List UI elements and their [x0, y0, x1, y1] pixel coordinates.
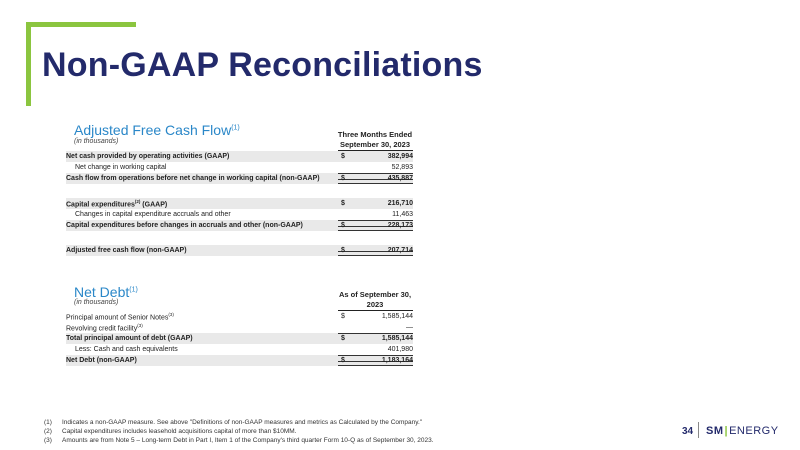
row-currency: $ [341, 313, 345, 320]
logo-bar-icon: | [724, 425, 729, 437]
table-spacer [66, 184, 413, 198]
row-label: Adjusted free cash flow (non-GAAP) [66, 247, 187, 254]
table-row [66, 162, 413, 173]
row-label-text: Capital expenditures [66, 201, 135, 209]
table-row [66, 322, 413, 333]
table-row [66, 209, 413, 220]
row-currency: $ [341, 175, 345, 182]
row-value: 52,893 [391, 164, 413, 171]
row-label: Cash flow from operations before net change in working capital (non-GAAP) [66, 175, 320, 182]
row-currency: $ [341, 222, 345, 229]
row-value: 1,585,144 [381, 313, 413, 320]
row-label: Capital expenditures before changes in accruals and other (non-GAAP) [66, 222, 303, 229]
logo-energy: ENERGY [729, 425, 779, 437]
row-value: — [406, 324, 413, 331]
fcf-title [74, 122, 240, 138]
footnote [44, 427, 434, 436]
logo-sm: SM [706, 425, 724, 437]
row-value: 1,585,144 [381, 335, 413, 342]
row-value: 435,887 [387, 175, 413, 182]
fcf-column-header-line1: Three Months Ended [337, 130, 413, 139]
fcf-title-text: Adjusted Free Cash Flow [74, 122, 232, 138]
fcf-column-header [335, 130, 415, 150]
footnote [44, 436, 434, 445]
net-debt-table [66, 311, 413, 366]
row-label: Changes in capital expenditure accruals and other [75, 211, 231, 218]
row-label-footnote: (3) [137, 322, 143, 328]
table-row [66, 311, 413, 322]
row-label [66, 312, 174, 321]
table-row [66, 333, 413, 344]
table-row [66, 355, 413, 366]
footnote-text: Capital expenditures includes leasehold acquisitions capital of more than $10MM. [62, 428, 297, 435]
net-debt-title-text: Net Debt [74, 284, 130, 300]
row-currency: $ [341, 357, 345, 364]
page-number: 34 [682, 426, 694, 437]
row-label: Net change in working capital [75, 164, 167, 171]
row-label: Total principal amount of debt (GAAP) [66, 335, 193, 342]
fcf-units: (in thousands) [74, 138, 119, 145]
table-row [66, 173, 413, 184]
row-value: 216,710 [387, 200, 413, 207]
fcf-table [66, 151, 413, 256]
row-currency: $ [341, 200, 345, 207]
net-debt-title-footnote: (1) [129, 286, 138, 294]
row-value: 1,183,164 [381, 357, 413, 364]
row-value: 207,714 [387, 247, 413, 254]
row-label-text: Principal amount of Senior Notes [66, 314, 169, 322]
row-value: 401,980 [387, 346, 413, 353]
row-label [66, 323, 143, 332]
row-label: Net Debt (non-GAAP) [66, 357, 137, 364]
net-debt-column-header-line1: As of September 30, [338, 290, 412, 299]
row-label-text: Revolving credit facility [66, 325, 138, 333]
company-logo [706, 425, 779, 437]
row-value: 382,994 [387, 153, 413, 160]
row-currency: $ [341, 247, 345, 254]
page-title: Non-GAAP Reconciliations [42, 46, 483, 84]
row-value: 11,463 [392, 211, 413, 218]
table-row [66, 220, 413, 231]
table-spacer [66, 231, 413, 245]
footnote-number: (1) [44, 419, 52, 426]
row-currency: $ [341, 153, 345, 160]
footnotes [44, 418, 434, 445]
table-row [66, 151, 413, 162]
footnote [44, 418, 434, 427]
table-row [66, 344, 413, 355]
row-label: Net cash provided by operating activities (GAAP) [66, 153, 230, 160]
footnote-text: Indicates a non-GAAP measure. See above "Definitions of non-GAAP measures and metrics as Calculated by the Company." [62, 419, 423, 426]
row-currency: $ [341, 335, 345, 342]
row-label: Less: Cash and cash equivalents [75, 346, 178, 353]
accent-bar-vertical [26, 22, 31, 106]
row-label-footnote: (3) [168, 311, 174, 317]
fcf-column-header-line2: September 30, 2023 [339, 140, 411, 149]
accent-bar-horizontal [26, 22, 136, 27]
footnote-number: (3) [44, 437, 52, 444]
row-label [66, 199, 167, 208]
row-label-footnote: (2) [134, 198, 141, 204]
footer-divider [698, 422, 699, 438]
net-debt-column-header-line2: 2023 [366, 300, 384, 309]
footnote-number: (2) [44, 428, 52, 435]
footnote-text: Amounts are from Note 5 – Long-term Debt in Part I, Item 1 of the Company's third quarter Form 10-Q as of September 30, 2023. [62, 437, 434, 444]
row-value: 228,173 [387, 222, 413, 229]
row-label-suffix: (GAAP) [140, 201, 168, 209]
table-row [66, 245, 413, 256]
table-row [66, 198, 413, 209]
net-debt-units: (in thousands) [74, 299, 119, 306]
net-debt-title [74, 284, 138, 300]
fcf-title-footnote: (1) [231, 124, 240, 132]
net-debt-column-header [335, 290, 415, 310]
